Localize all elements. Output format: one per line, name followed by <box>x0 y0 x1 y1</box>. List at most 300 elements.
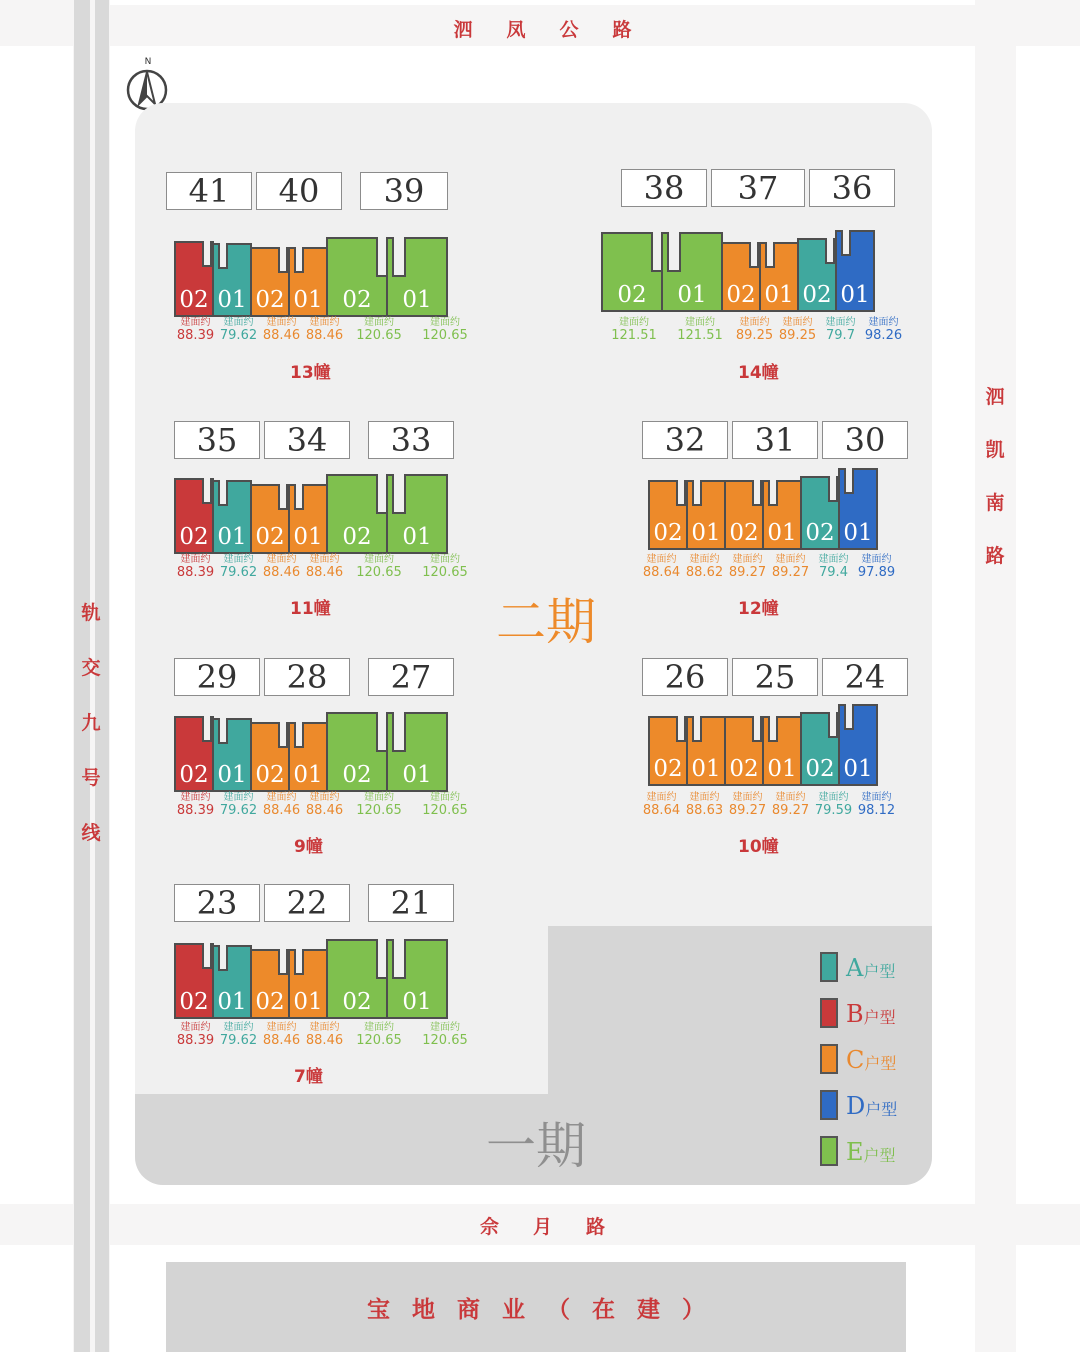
unit-number-box: 27 <box>368 658 454 696</box>
unit-code: 01 <box>293 989 323 1015</box>
unit-code: 02 <box>342 762 372 788</box>
unit-area-label <box>776 316 819 342</box>
legend-suffix: 户型 <box>865 1100 898 1119</box>
commercial-char: 地 <box>412 1296 435 1323</box>
area-caption: 建面约 <box>364 317 394 328</box>
building-name: 12幢 <box>738 599 779 619</box>
area-caption: 建面约 <box>782 317 813 328</box>
area-caption: 建面约 <box>775 554 806 565</box>
unit-area-label <box>812 791 855 817</box>
unit-number-box: 40 <box>256 172 342 210</box>
floorplan-notch <box>202 716 212 742</box>
area-caption: 建面约 <box>646 792 677 803</box>
unit-E-floorplan <box>601 232 663 312</box>
unit-E-floorplan <box>386 939 448 1019</box>
area-caption: 建面约 <box>861 792 892 803</box>
svg-text:N: N <box>144 57 152 67</box>
area-value: 120.65 <box>356 803 402 818</box>
unit-code: 02 <box>255 287 285 313</box>
building-b7-areas <box>174 1021 478 1047</box>
unit-area-label <box>726 553 769 579</box>
legend-suffix: 户型 <box>863 962 896 981</box>
area-value: 79.62 <box>219 328 258 343</box>
area-value: 120.65 <box>356 1033 402 1048</box>
floorplan-notch <box>749 242 759 268</box>
area-caption: 建面约 <box>223 554 254 565</box>
unit-area-label <box>667 316 733 342</box>
area-value: 88.46 <box>262 803 301 818</box>
unit-area-label <box>217 316 260 342</box>
unit-area-label <box>412 791 478 817</box>
unit-number-box: 37 <box>711 169 805 207</box>
unit-number-box: 31 <box>732 421 818 459</box>
unit-area-label <box>726 791 769 817</box>
floorplan-notch <box>202 478 212 504</box>
unit-B-floorplan <box>174 241 214 317</box>
road-char: 凯 <box>985 439 1005 461</box>
area-caption: 建面约 <box>430 792 460 803</box>
phase2-label: 二期 <box>496 593 596 651</box>
unit-code: 02 <box>729 520 759 546</box>
commercial-char: 在 <box>592 1296 615 1323</box>
unit-number-box: 36 <box>809 169 895 207</box>
building-name: 9幢 <box>294 837 323 857</box>
floorplan-notch <box>768 716 778 742</box>
unit-type-icon <box>820 1090 838 1120</box>
unit-C-floorplan <box>288 949 328 1019</box>
unit-area-label <box>346 316 412 342</box>
unit-number-box: 34 <box>264 421 350 459</box>
unit-area-label <box>260 553 303 579</box>
area-value: 79.59 <box>814 803 853 818</box>
area-value: 88.46 <box>305 328 344 343</box>
unit-C-floorplan <box>648 716 688 786</box>
building-name: 13幢 <box>290 363 331 383</box>
unit-area-label <box>346 1021 412 1047</box>
unit-number-box: 35 <box>174 421 260 459</box>
building-name: 10幢 <box>738 837 779 857</box>
unit-type-icon <box>820 1136 838 1166</box>
unit-number-box: 41 <box>166 172 252 210</box>
unit-area-label <box>812 553 855 579</box>
area-caption: 建面约 <box>223 1022 254 1033</box>
unit-area-label <box>855 553 898 579</box>
floorplan-notch <box>218 480 228 506</box>
area-value: 89.25 <box>778 328 817 343</box>
unit-code: 02 <box>255 989 285 1015</box>
area-value: 121.51 <box>611 328 657 343</box>
unit-D-floorplan <box>838 704 878 786</box>
unit-code: 01 <box>402 989 432 1015</box>
area-value: 88.46 <box>305 803 344 818</box>
road-label-east <box>984 382 1006 594</box>
commercial-char: 商 <box>457 1296 480 1323</box>
unit-number-box: 24 <box>822 658 908 696</box>
unit-code: 02 <box>653 520 683 546</box>
area-value: 88.39 <box>176 328 215 343</box>
legend <box>820 936 897 1166</box>
commercial-char: ） <box>682 1296 705 1323</box>
city-block <box>1016 1245 1080 1352</box>
unit-code: 01 <box>764 282 794 308</box>
unit-B-floorplan <box>174 943 214 1019</box>
city-block <box>0 1245 73 1352</box>
unit-B-floorplan <box>174 478 214 554</box>
unit-code: 02 <box>342 287 372 313</box>
building-b9-numbers <box>174 658 458 696</box>
building-b13-floorplan <box>174 233 446 317</box>
unit-E-floorplan <box>326 939 388 1019</box>
unit-area-label <box>217 791 260 817</box>
road-char: 凤 <box>506 19 526 41</box>
unit-C-floorplan <box>288 247 328 317</box>
road-char: 轨 <box>81 602 101 624</box>
building-b13-areas <box>174 316 478 342</box>
unit-area-label <box>640 553 683 579</box>
unit-number-box: 29 <box>174 658 260 696</box>
area-caption: 建面约 <box>739 317 770 328</box>
building-b10-areas <box>640 791 898 817</box>
floorplan-notch <box>667 232 681 272</box>
road-char: 月 <box>532 1216 552 1238</box>
unit-number-box: 23 <box>174 884 260 922</box>
area-caption: 建面约 <box>266 792 297 803</box>
unit-B-floorplan <box>174 716 214 792</box>
area-value: 97.89 <box>857 565 896 580</box>
unit-area-label <box>683 791 726 817</box>
unit-type-icon <box>820 952 838 982</box>
unit-code: 01 <box>840 282 870 308</box>
building-b14-areas <box>601 316 905 342</box>
unit-area-label <box>303 791 346 817</box>
unit-C-floorplan <box>762 480 802 550</box>
floorplan-notch <box>294 722 304 748</box>
floorplan-notch <box>278 949 288 975</box>
area-value: 89.27 <box>771 565 810 580</box>
unit-area-label <box>260 1021 303 1047</box>
unit-area-label <box>769 553 812 579</box>
unit-number-box: 25 <box>732 658 818 696</box>
area-value: 88.46 <box>305 565 344 580</box>
area-caption: 建面约 <box>309 317 340 328</box>
area-value: 79.62 <box>219 803 258 818</box>
unit-D-floorplan <box>835 230 875 312</box>
unit-code: 02 <box>179 287 209 313</box>
legend-letter: E <box>846 1138 864 1166</box>
legend-item-E <box>820 1120 897 1166</box>
unit-C-floorplan <box>724 716 764 786</box>
floorplan-notch <box>392 474 406 514</box>
commercial-char: 建 <box>637 1296 660 1323</box>
legend-letter: A <box>846 954 864 982</box>
unit-code: 01 <box>843 520 873 546</box>
unit-code: 01 <box>691 756 721 782</box>
city-block <box>1016 46 1080 1204</box>
building-b9-floorplan <box>174 708 446 792</box>
area-value: 121.51 <box>677 328 723 343</box>
unit-code: 02 <box>729 756 759 782</box>
unit-type-icon <box>820 1044 838 1074</box>
unit-number-box: 28 <box>264 658 350 696</box>
area-caption: 建面约 <box>818 792 849 803</box>
unit-area-label <box>601 316 667 342</box>
area-caption: 建面约 <box>689 554 720 565</box>
floorplan-notch <box>278 722 288 748</box>
floorplan-notch <box>765 242 775 268</box>
area-value: 120.65 <box>422 1033 468 1048</box>
commercial-char: （ <box>547 1296 570 1323</box>
floorplan-notch <box>278 247 288 273</box>
unit-code: 02 <box>802 282 832 308</box>
unit-C-floorplan <box>686 716 726 786</box>
unit-C-floorplan <box>686 480 726 550</box>
area-caption: 建面约 <box>364 554 394 565</box>
unit-code: 02 <box>617 282 647 308</box>
unit-area-label <box>303 316 346 342</box>
floorplan-notch <box>676 716 686 742</box>
floorplan-notch <box>692 716 702 742</box>
building-b12-areas <box>640 553 898 579</box>
unit-number-box: 26 <box>642 658 728 696</box>
area-value: 89.27 <box>728 565 767 580</box>
unit-code: 02 <box>179 989 209 1015</box>
unit-code: 02 <box>653 756 683 782</box>
legend-item-C <box>820 1028 897 1074</box>
area-caption: 建面约 <box>646 554 677 565</box>
legend-suffix: 户型 <box>863 1008 896 1027</box>
floorplan-notch <box>392 939 406 979</box>
unit-code: 01 <box>293 287 323 313</box>
unit-A-floorplan <box>212 718 252 792</box>
unit-E-floorplan <box>386 474 448 554</box>
unit-area-label <box>174 791 217 817</box>
area-caption: 建面约 <box>689 792 720 803</box>
unit-code: 02 <box>805 756 835 782</box>
unit-area-label <box>174 316 217 342</box>
area-caption: 建面约 <box>430 317 460 328</box>
area-caption: 建面约 <box>818 554 849 565</box>
unit-C-floorplan <box>762 716 802 786</box>
unit-code: 01 <box>402 762 432 788</box>
unit-code: 02 <box>179 762 209 788</box>
road-char: 交 <box>81 657 101 679</box>
unit-E-floorplan <box>386 712 448 792</box>
phase1-label: 一期 <box>486 1117 586 1175</box>
area-value: 88.64 <box>642 565 681 580</box>
unit-E-floorplan <box>326 712 388 792</box>
unit-number-box: 30 <box>822 421 908 459</box>
area-caption: 建面约 <box>868 317 899 328</box>
area-value: 88.39 <box>176 803 215 818</box>
area-caption: 建面约 <box>430 1022 460 1033</box>
area-caption: 建面约 <box>732 554 763 565</box>
unit-E-floorplan <box>661 232 723 312</box>
unit-code: 01 <box>767 520 797 546</box>
unit-A-floorplan <box>212 243 252 317</box>
legend-suffix: 户型 <box>863 1146 896 1165</box>
floorplan-notch <box>752 480 762 506</box>
unit-area-label <box>412 316 478 342</box>
area-caption: 建面约 <box>364 1022 394 1033</box>
area-caption: 建面约 <box>309 1022 340 1033</box>
legend-suffix: 户型 <box>864 1054 897 1073</box>
area-value: 89.25 <box>735 328 774 343</box>
road-char: 南 <box>985 492 1005 514</box>
building-b7-floorplan <box>174 935 446 1019</box>
road-label-south <box>110 1212 975 1239</box>
area-caption: 建面约 <box>266 1022 297 1033</box>
unit-code: 01 <box>217 524 247 550</box>
building-b10-numbers <box>642 658 912 696</box>
unit-C-floorplan <box>648 480 688 550</box>
road-char: 路 <box>586 1216 606 1238</box>
unit-code: 01 <box>691 520 721 546</box>
unit-number-box: 38 <box>621 169 707 207</box>
area-value: 88.62 <box>685 565 724 580</box>
unit-code: 02 <box>726 282 756 308</box>
unit-C-floorplan <box>250 949 290 1019</box>
unit-E-floorplan <box>326 474 388 554</box>
floorplan-notch <box>841 230 851 256</box>
area-value: 88.46 <box>262 1033 301 1048</box>
area-caption: 建面约 <box>861 554 892 565</box>
commercial-char: 业 <box>502 1296 525 1323</box>
unit-number-box: 21 <box>368 884 454 922</box>
unit-area-label <box>303 553 346 579</box>
floorplan-notch <box>218 718 228 744</box>
area-caption: 建面约 <box>775 792 806 803</box>
area-caption: 建面约 <box>309 554 340 565</box>
area-caption: 建面约 <box>364 792 394 803</box>
unit-C-floorplan <box>250 484 290 554</box>
unit-area-label <box>217 553 260 579</box>
area-caption: 建面约 <box>180 317 211 328</box>
unit-area-label <box>303 1021 346 1047</box>
unit-D-floorplan <box>838 468 878 550</box>
floorplan-notch <box>294 949 304 975</box>
area-caption: 建面约 <box>180 554 211 565</box>
floorplan-notch <box>692 480 702 506</box>
unit-area-label <box>260 791 303 817</box>
building-name: 7幢 <box>294 1067 323 1087</box>
area-value: 88.64 <box>642 803 681 818</box>
area-value: 98.12 <box>857 803 896 818</box>
unit-A-floorplan <box>212 945 252 1019</box>
floorplan-notch <box>294 484 304 510</box>
area-caption: 建面约 <box>309 792 340 803</box>
unit-C-floorplan <box>288 484 328 554</box>
floorplan-notch <box>752 716 762 742</box>
road-char: 号 <box>81 767 101 789</box>
floorplan-notch <box>768 480 778 506</box>
building-b10-floorplan <box>648 702 876 786</box>
legend-letter: B <box>846 1000 864 1028</box>
unit-area-label <box>855 791 898 817</box>
area-value: 88.46 <box>262 565 301 580</box>
floorplan-notch <box>294 247 304 273</box>
city-block <box>0 46 73 1204</box>
building-b11-numbers <box>174 421 458 459</box>
unit-A-floorplan <box>797 238 837 312</box>
road-char: 路 <box>612 19 632 41</box>
unit-code: 01 <box>677 282 707 308</box>
unit-code: 01 <box>217 287 247 313</box>
floorplan-notch <box>828 476 838 502</box>
unit-area-label <box>683 553 726 579</box>
unit-area-label <box>217 1021 260 1047</box>
unit-code: 01 <box>402 287 432 313</box>
unit-code: 01 <box>293 762 323 788</box>
area-value: 89.27 <box>771 803 810 818</box>
floorplan-notch <box>202 241 212 267</box>
unit-area-label <box>346 553 412 579</box>
area-caption: 建面约 <box>223 792 254 803</box>
unit-number-box: 32 <box>642 421 728 459</box>
area-caption: 建面约 <box>223 317 254 328</box>
area-value: 120.65 <box>422 565 468 580</box>
floorplan-notch <box>844 704 854 730</box>
unit-code: 01 <box>293 524 323 550</box>
unit-C-floorplan <box>759 242 799 312</box>
building-name: 11幢 <box>290 599 331 619</box>
unit-C-floorplan <box>724 480 764 550</box>
area-value: 79.62 <box>219 1033 258 1048</box>
area-caption: 建面约 <box>266 554 297 565</box>
legend-item-D <box>820 1074 897 1120</box>
area-value: 120.65 <box>422 803 468 818</box>
unit-code: 02 <box>342 989 372 1015</box>
area-caption: 建面约 <box>825 317 856 328</box>
floorplan-notch <box>392 237 406 277</box>
area-value: 89.27 <box>728 803 767 818</box>
area-caption: 建面约 <box>619 317 649 328</box>
unit-area-label <box>769 791 812 817</box>
building-b14-numbers <box>621 169 899 207</box>
unit-number-box: 33 <box>368 421 454 459</box>
area-value: 79.7 <box>826 328 855 343</box>
unit-code: 01 <box>843 756 873 782</box>
road-char: 泗 <box>985 386 1005 408</box>
road-label-west <box>80 598 102 873</box>
area-value: 120.65 <box>356 328 402 343</box>
area-value: 120.65 <box>422 328 468 343</box>
unit-area-label <box>174 1021 217 1047</box>
floorplan-notch <box>218 945 228 971</box>
unit-code: 02 <box>255 762 285 788</box>
road-label-north <box>110 15 975 42</box>
unit-type-icon <box>820 998 838 1028</box>
area-caption: 建面约 <box>732 792 763 803</box>
building-b12-floorplan <box>648 466 876 550</box>
unit-code: 01 <box>767 756 797 782</box>
floorplan-notch <box>392 712 406 752</box>
area-value: 88.46 <box>262 328 301 343</box>
road-char: 公 <box>559 19 579 41</box>
area-caption: 建面约 <box>430 554 460 565</box>
area-value: 79.4 <box>819 565 848 580</box>
road-char: 九 <box>81 712 101 734</box>
unit-A-floorplan <box>212 480 252 554</box>
area-caption: 建面约 <box>685 317 715 328</box>
unit-area-label <box>733 316 776 342</box>
area-value: 79.62 <box>219 565 258 580</box>
unit-E-floorplan <box>326 237 388 317</box>
building-b11-floorplan <box>174 470 446 554</box>
unit-C-floorplan <box>721 242 761 312</box>
area-value: 120.65 <box>356 565 402 580</box>
unit-area-label <box>412 553 478 579</box>
unit-code: 02 <box>805 520 835 546</box>
